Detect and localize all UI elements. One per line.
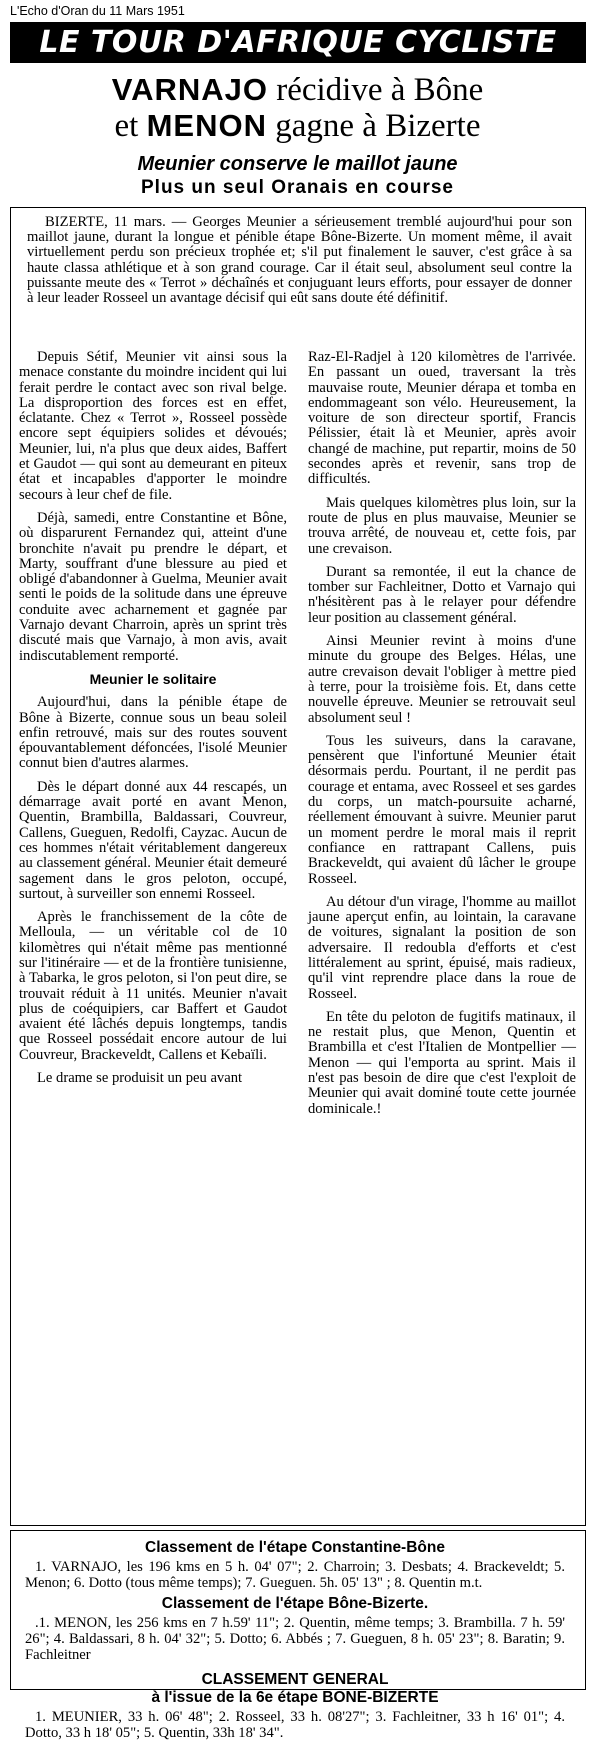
stage1-results-text: 1. VARNAJO, les 196 kms en 5 h. 04' 07"; 2. Charroin; 3. Desbats; 4. Brackeveldt; 5. Menon; 6. Dotto (tous même temps); 7. Gueguen. 5h. 05' 13" ; 8. Quentin m.t.	[25, 1559, 565, 1591]
masthead-banner: LE TOUR D'AFRIQUE CYCLISTE	[10, 22, 586, 63]
stage1-results-title: Classement de l'étape Constantine-Bône	[145, 1539, 445, 1556]
article-column-right	[308, 350, 576, 1125]
headline-text-2: gagne à Bizerte	[267, 108, 481, 144]
headline-pre-2: et	[114, 108, 147, 144]
paragraph: Depuis Sétif, Meunier vit ainsi sous la menace constante du moindre incident qui lui ferait perdre le contact avec son rival belge. La disproportion des forces est en effet, éclatante. Chez « Terrot », Rosseel possède encore sept équipiers solides et dévoués; Meunier, lui, n'a plus que deux aides, Baffert et Gaudot — qui sont au demeurant en piteux état et incapables d'apporter le moindre secours à leur chef de file.	[19, 349, 287, 503]
article-column-left	[19, 350, 287, 1094]
general-results-title: CLASSEMENT GENERAL	[201, 1671, 389, 1688]
source-line: L'Echo d'Oran du 11 Mars 1951	[10, 4, 185, 18]
paragraph: Le drame se produisit un peu avant	[37, 1070, 243, 1087]
paragraph: Mais quelques kilomètres plus loin, sur la route de plus en plus mauvaise, Meunier se trouva arrêté, de nouveau et, cette fois, par une crevaison.	[308, 494, 576, 557]
paragraph: Ainsi Meunier revint à moins d'une minute du groupe des Belges. Hélas, une autre crevaison devait l'obliger à mettre pied à terre, pour la troisième fois. Et, dans cette nouvelle épreuve. Meunier se retrouvait seul absolument seul !	[308, 633, 576, 726]
paragraph: Aujourd'hui, dans la pénible étape de Bône à Bizerte, connue sous un beau soleil enfin retrouvé, mais sur des routes souvent épouvantablement défoncées, l'isolé Meunier connut bien d'autres alarmes.	[19, 694, 287, 772]
headline-name-menon: MENON	[146, 108, 267, 143]
subheadline-1: Meunier conserve le maillot jaune	[137, 153, 458, 175]
headline-line-2	[0, 108, 595, 144]
paragraph: Dès le départ donné aux 44 rescapés, un démarrage avait porté en avant Menon, Quentin, Brambilla, Baldassari, Couvreur, Callens, Gueguen, Redolfi, Cayzac. Aucun de ces hommes n'était véritablement dangereux au classement général. Meunier était demeuré sagement dans le gros peloton, occupé, surtout, à surveiller son ennemi Rosseel.	[19, 778, 287, 902]
paragraph: En tête du peloton de fugitifs matinaux, il ne restait plus, que Menon, Quentin et Brambilla et c'est l'Italien de Montpellier — Menon — qui l'emporta au sprint. Mais il n'est pas besoin de dire que c'est l'exploit de Meunier qui avait dominé toute cette journée dominicale.!	[308, 1008, 576, 1117]
section-heading: Meunier le solitaire	[89, 670, 217, 687]
headline-line-1	[0, 72, 595, 108]
general-results-subtitle: à l'issue de la 6e étape BONE-BIZERTE	[151, 1689, 439, 1706]
paragraph: Déjà, samedi, entre Constantine et Bône, où disparurent Fernandez qui, atteint d'une bronchite n'avait pu prendre le départ, et Marty, souffrant d'une blessure au pied et obligé d'abandonner à Guelma, Meunier avait senti le poids de la solitude dans une épreuve conduite avec acharnement et gagnée par Varnajo devant Charroin, après un sprint très discuté mais que Varnajo, à mon avis, avait indiscutablement remporté.	[19, 509, 287, 664]
paragraph: Tous les suiveurs, dans la caravane, pensèrent que l'infortuné Meunier était désormais perdu. Pourtant, il ne perdit pas courage et entama, avec Rosseel et ses gardes du corps, un match-poursuite acharné, réellement émouvant à suivre. Meunier parut un moment perdre le moral mais il reprit confiance en rattrapant Callens, puis Brackeveldt, qui avaient dû lâcher le groupe Rosseel.	[308, 732, 576, 887]
paragraph: Raz-El-Radjel à 120 kilomètres de l'arrivée. En passant un oued, traversant la très mauvaise route, Meunier dérapa et tomba en endommageant son vélo. Heureusement, la voiture de son directeur sportif, Francis Pélissier, était là et Meunier, après avoir changé de machine, put repartir, moins de 50 secondes après et revenir, sans trop de difficultés.	[308, 349, 576, 488]
subheadline-2: Plus un seul Oranais en course	[141, 177, 454, 198]
stage2-results-title: Classement de l'étape Bône-Bizerte.	[161, 1595, 429, 1612]
article-lead: BIZERTE, 11 mars. — Georges Meunier a sérieusement tremblé aujourd'hui pour son maillot jaune, durant la longue et pénible étape Bône-Bizerte. Un moment même, il avait virtuellement perdu son précieux trophée et; s'il put finalement le sauver, c'est grâce à sa haute classa athlétique et à son grand courage. Car il était seul, absolument seul contre la puissante meute des « Terrot » déchaînés et conjuguant leurs efforts, pour essayer de donner à leur leader Rosseel un avantage décisif qui eût sans doute été définitif.	[27, 214, 572, 307]
paragraph: Après le franchissement de la côte de Melloula, — un véritable col de 10 kilomètres qui n'était même pas mentionné sur l'itinéraire — et de la frontière tunisienne, à Tabarka, le gros peloton, si l'on peut dire, se trouvait réduit à 11 unités. Meunier n'avait plus de coéquipiers, car Baffert et Gaudot avaient été lâchés depuis longtemps, tandis que Rosseel possédait encore autour de lui Couvreur, Brackeveldt, Callens et Kebaïli.	[19, 909, 287, 1063]
paragraph: Au détour d'un virage, l'homme au maillot jaune aperçut enfin, au lointain, la caravane de voitures, signalant la position de son adversaire. Il redoubla d'efforts et c'est littéralement au sprint, épuisé, mais radieux, qu'il vint reprendre place dans la roue de Rosseel.	[308, 893, 576, 1002]
headline-text-1: récidive à Bône	[267, 72, 484, 108]
paragraph: Durant sa remontée, il eut la chance de tomber sur Fachleitner, Dotto et Varnajo qui n'hésitèrent pas à le relayer pour défendre leur position au classement général.	[308, 563, 576, 626]
headline-name-varnajo: VARNAJO	[111, 72, 268, 107]
results-content	[25, 1539, 565, 1745]
stage2-results-text: .1. MENON, les 256 kms en 7 h.59' 11"; 2. Quentin, même temps; 3. Brambilla. 7 h. 59' 26"; 4. Baldassari, 8 h. 04' 32"; 5. Dotto; 6. Abbés ; 7. Gueguen, 8 h. 05' 23"; 8. Baratin; 9. Fachleitner	[25, 1615, 565, 1663]
general-results-text: 1. MEUNIER, 33 h. 06' 48"; 2. Rosseel, 33 h. 08'27"; 3. Fachleitner, 33 h 16' 01"; 4. Dotto, 33 h 18' 05"; 5. Quentin, 33h 18' 34".	[25, 1709, 565, 1741]
